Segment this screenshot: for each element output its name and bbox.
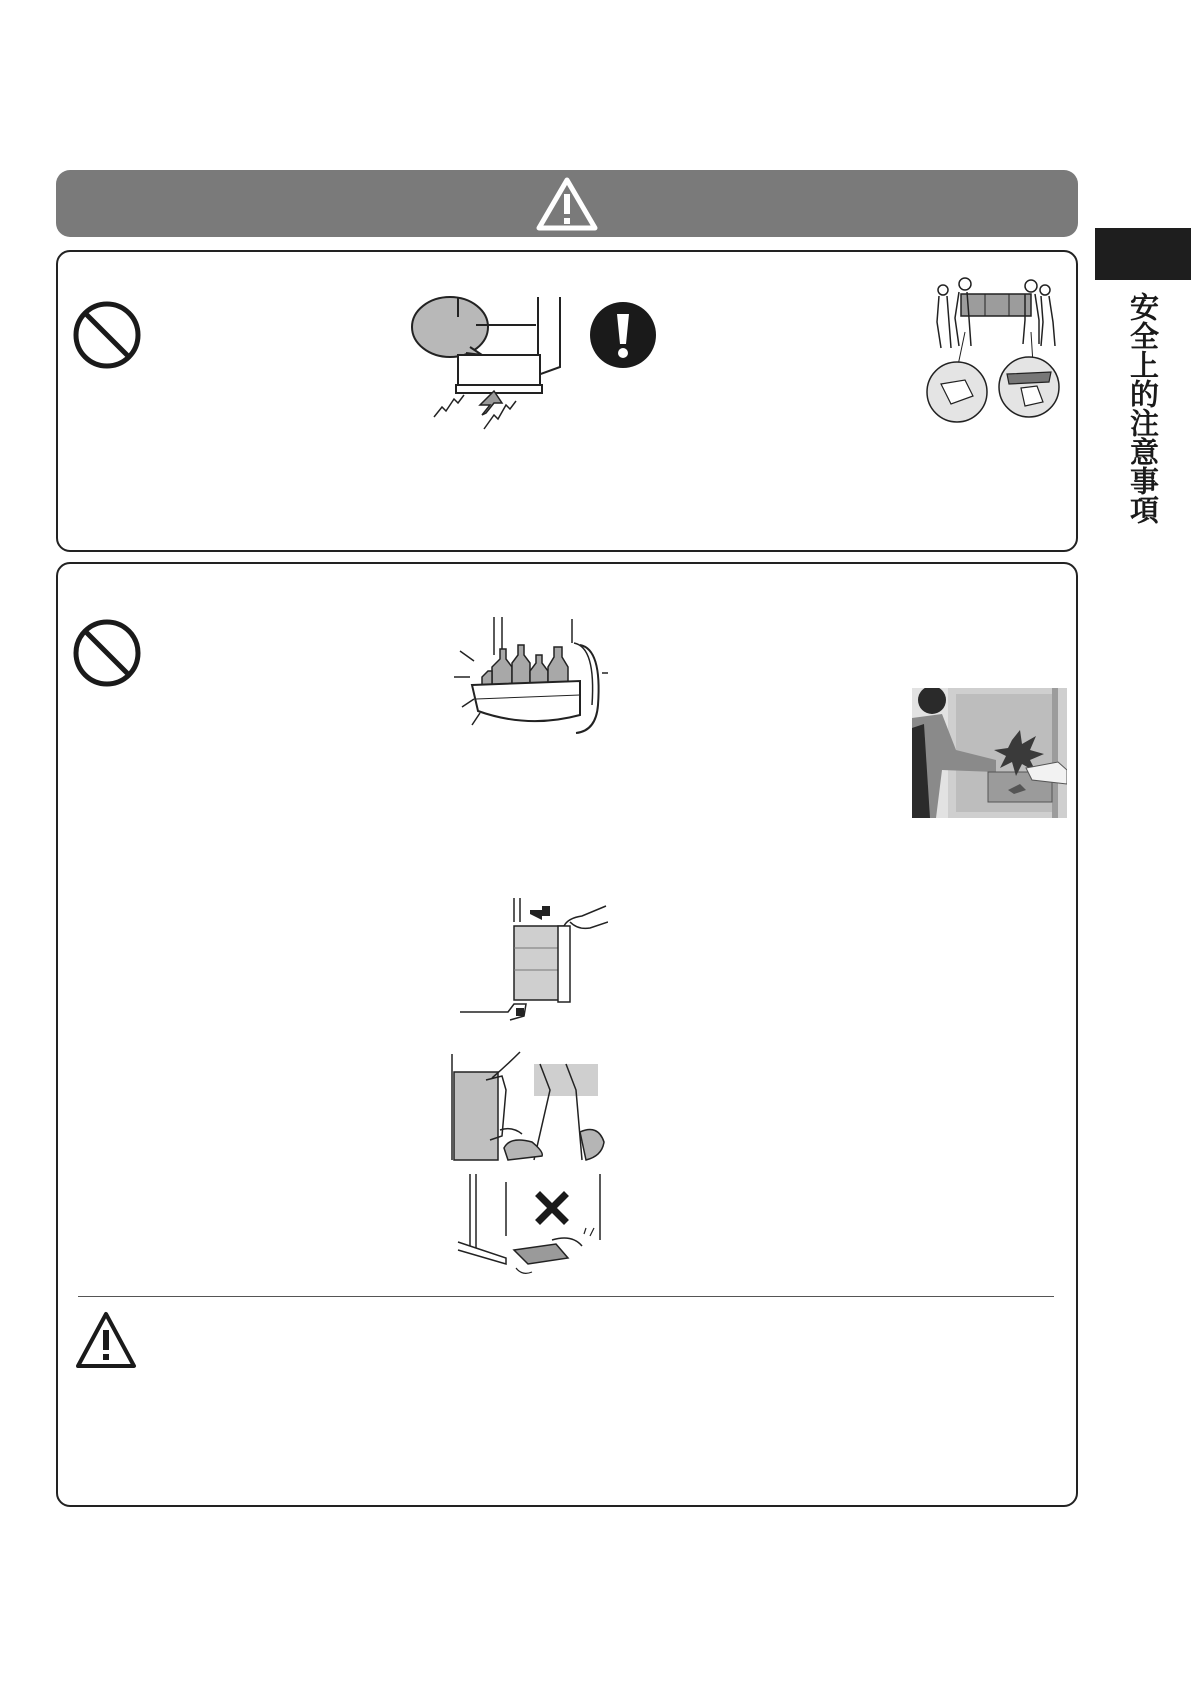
warning-header-bar [56,170,1078,237]
section-tab-label: 安全上的注意事項 [1126,292,1160,524]
warning-triangle-icon [535,176,599,232]
prohibition-icon [72,618,142,688]
prohibition-icon [72,300,142,370]
workers-carrying-fridge-illustration [925,272,1065,424]
caution-triangle-icon [74,1310,138,1370]
foot-near-door-illustration [450,1050,608,1168]
closing-drawer-illustration [458,896,608,1028]
section-tab [1095,228,1191,280]
fridge-base-illustration [410,295,570,430]
foot-under-door-x-illustration [456,1172,606,1284]
section-divider [78,1296,1054,1297]
overloaded-door-pocket-illustration [452,615,608,747]
hand-in-drawer-photo [912,688,1067,818]
mandatory-exclamation-icon [588,300,658,370]
